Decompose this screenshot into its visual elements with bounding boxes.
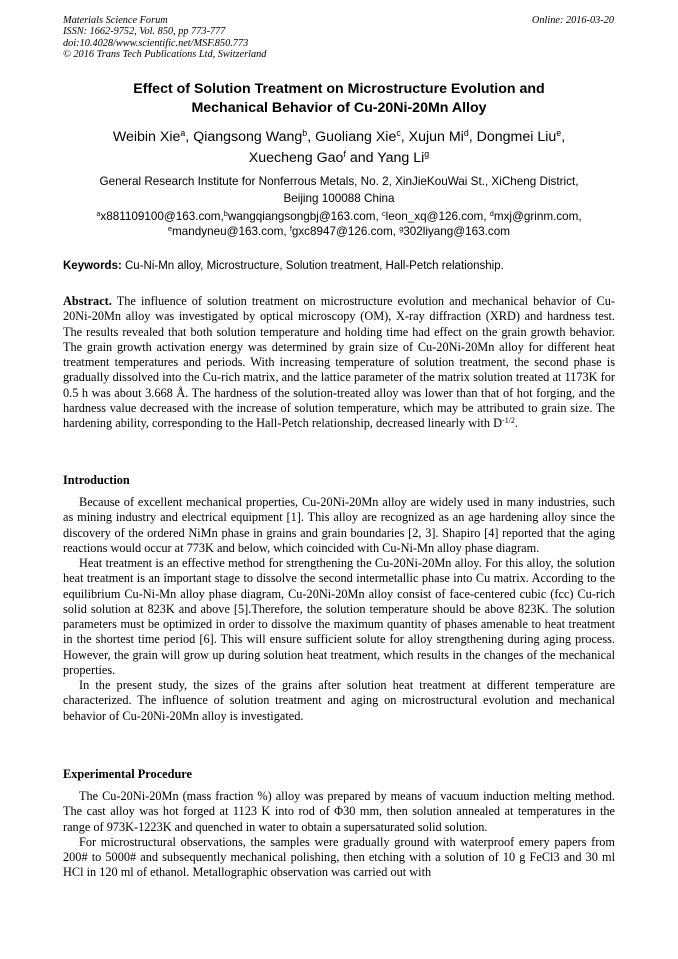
introduction-heading: Introduction xyxy=(63,473,130,487)
author-list xyxy=(63,127,615,168)
journal-copyright: © 2016 Trans Tech Publications Ltd, Switzerland xyxy=(63,49,267,61)
abstract-text: The influence of solution treatment on microstructure evolution and mechanical behavior of Cu-20Ni-20Mn alloy was investigated by optical microscopy (OM), X-ray diffraction (XRD) and hardness test. The results revealed that both solution temperature and holding time had effect on the grain growth behavior. The grain growth activation energy was determined by grain size of Cu-20Ni-20Mn alloy for different heat treatment temperatures and periods. With increasing temperature of solution treatment, the second phase is gradually dissolved into the Cu-rich matrix, and the lattice parameter of the matrix solution treated at 1173K for 0.5 h was about 3.668 Å. The hardness of the solution-treated alloy was lower than that of hot forging, and the hardness value decreased with the increase of solution temperature, which may be attributed to grain size. The hardening ability, corresponding to the Hall-Petch relationship, decreased linearly with D xyxy=(63,294,615,430)
journal-doi: doi:10.4028/www.scientific.net/MSF.850.773 xyxy=(63,37,249,49)
introduction-paragraph: Because of excellent mechanical properties, Cu-20Ni-20Mn alloy are widely used in many industries, such as mining industry and electrical equipment [1]. This alloy are recognized as an age hardening alloy since the discovery of the ordered NiMn phase in grains and grain boundaries [2, 3]. Shapiro [4] reported that the aging reactions would occur at 773K and below, which coincided with Cu-Ni-Mn alloy phase diagram. xyxy=(63,495,615,555)
email: $^b$wangqiangsongbj@163.com, xyxy=(223,209,383,223)
journal-issn: ISSN: 1662-9752, Vol. 850, pp 773-777 xyxy=(63,26,226,38)
affiliation xyxy=(63,173,615,207)
email: $^c$leon_xq@126.com, xyxy=(382,209,490,223)
abstract-label: Abstract. xyxy=(63,294,112,308)
keywords-label: Keywords: xyxy=(63,260,122,272)
keywords xyxy=(63,259,615,274)
author-emails xyxy=(63,209,615,239)
journal-name: Materials Science Forum xyxy=(63,15,168,26)
author: Xuecheng Gao$^f$ and xyxy=(248,148,378,166)
title-line-1: Effect of Solution Treatment on Microstructure Evolution and xyxy=(133,81,545,97)
experimental-paragraph: The Cu-20Ni-20Mn (mass fraction %) alloy was prepared by means of vacuum induction melting method. The cast alloy was hot forged at 1123 K into rod of Φ30 mm, then solution annealed at temperatures in the range of 973K-1223K and quenched in water to obtain a supersaturated solid solution. xyxy=(63,789,615,834)
introduction-paragraph: Heat treatment is an effective method for strengthening the Cu-20Ni-20Mn alloy. For this alloy, the solution heat treatment is an important stage to dissolve the second intermetallic phase into Cu matrix. According to the equilibrium Cu-Ni-Mn alloy phase diagram, Cu-20Ni-20Mn alloy consist of face-centered cubic (fcc) Cu-rich solid solution at 823K and above [5].Therefore, the solution temperature should be above 823K. The solution parameters must be optimized in order to dissolve the maximum quantity of phases amenable to heat treatment in the shortest time period [6]. This will ensure sufficient solute for alloy strengthening during aging process. However, the grain will grow up during solution heat treatment, which results in the changes of the mechanical properties. xyxy=(63,556,615,677)
online-date: Online: 2016-03-20 xyxy=(531,15,614,26)
abstract-exponent: -1/2 xyxy=(502,416,515,426)
introduction-paragraph: In the present study, the sizes of the grains after solution heat treatment at different temperature are characterized. The influence of solution treatment and aging on microstructural evolution and mechanical behavior of Cu-20Ni-20Mn alloy is investigated. xyxy=(63,678,615,723)
email: $^d$mxj@grinm.com, xyxy=(489,209,582,223)
affiliation-line-1: General Research Institute for Nonferrous Metals, No. 2, XinJieKouWai St., XiCheng District, xyxy=(99,175,579,188)
introduction-body xyxy=(63,495,615,724)
email: $^a$x881109100@163.com, xyxy=(96,209,224,223)
email: $^f$gxc8947@126.com, xyxy=(289,224,400,238)
affiliation-line-2: Beijing 100088 China xyxy=(283,192,395,205)
journal-header xyxy=(63,15,266,61)
email: $^g$302liyang@163.com xyxy=(399,224,510,238)
paper-title xyxy=(63,80,615,117)
author: Dongmei Liu$^e$, xyxy=(476,128,566,145)
abstract: Abstract. The influence of solution treatment on microstructure evolution and mechanical behavior of Cu-20Ni-20Mn alloy was investigated by optical microscopy (OM), X-ray diffraction (XRD) and hardness test. The results revealed that both solution temperature and holding time had effect on the grain growth behavior. The grain growth activation energy was determined by grain size of Cu-20Ni-20Mn alloy for different heat treatment temperatures and periods. With increasing temperature of solution treatment, the second phase is gradually dissolved into the Cu-rich matrix, and the lattice parameter of the matrix solution treated at 1173K for 0.5 h was about 3.668 Å. The hardness of the solution-treated alloy was lower than that of hot forging, and the hardness value decreased with the increase of solution temperature, which may be attributed to grain size. The hardening ability, corresponding to the Hall-Petch relationship, decreased linearly with $D^{-1/2}$. xyxy=(63,294,615,430)
author: Guoliang Xie$^c$, xyxy=(315,128,409,145)
author: Yang Li$^g$ xyxy=(377,148,430,166)
author: Xujun Mi$^d$, xyxy=(408,128,477,145)
keywords-text: Cu-Ni-Mn alloy, Microstructure, Solution treatment, Hall-Petch relationship. xyxy=(121,260,504,272)
author: Weibin Xie$^a$, xyxy=(112,128,194,145)
author: Qiangsong Wang$^b$, xyxy=(193,128,316,145)
experimental-heading: Experimental Procedure xyxy=(63,767,192,781)
experimental-body xyxy=(63,789,615,881)
experimental-paragraph: For microstructural observations, the samples were gradually ground with waterproof emery papers from 200# to 5000# and subsequently mechanical polishing, then etching with a solution of 10 g FeCl3 and 30 ml HCl in 120 ml of ethanol. Metallographic observation was carried out with xyxy=(63,834,615,880)
title-line-2: Mechanical Behavior of Cu-20Ni-20Mn Alloy xyxy=(191,99,487,116)
email: $^e$mandyneu@163.com, xyxy=(168,224,290,238)
